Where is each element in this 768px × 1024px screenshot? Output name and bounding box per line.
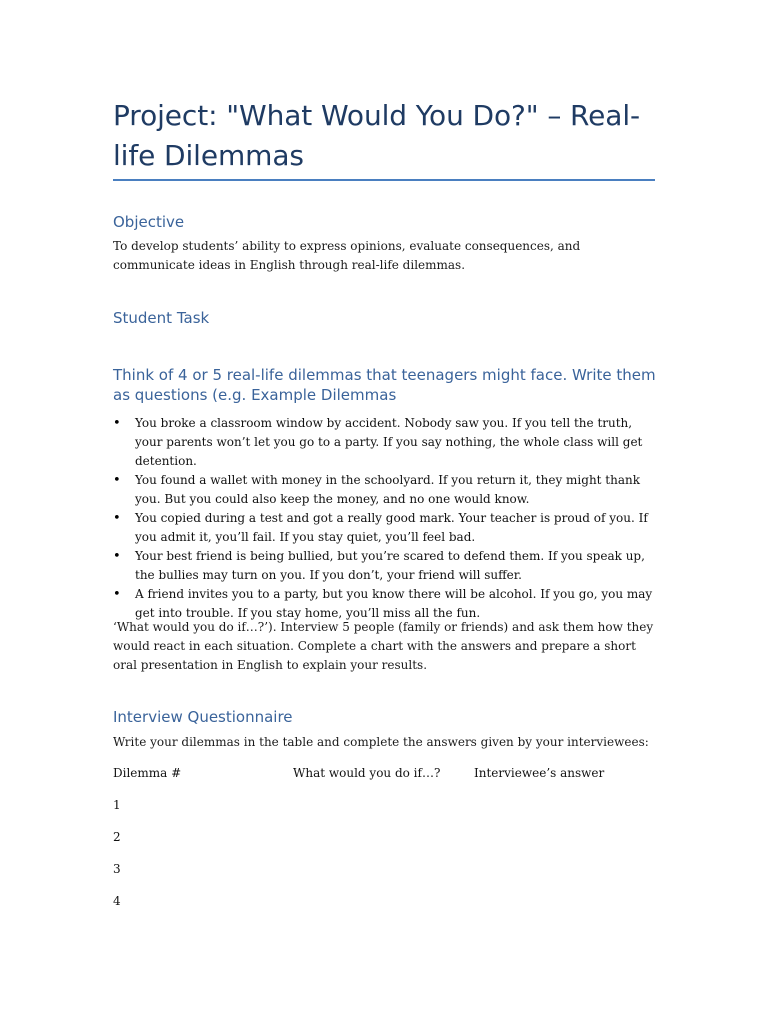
task-continuation-text: ‘What would you do if…?’). Interview 5 people (family or friends) and ask them how they would react in each situation. Complete a chart with the answers and prepare a short oral presentation in English to explain your results. <box>113 620 654 672</box>
dilemma-text: You copied during a test and got a really good mark. Your teacher is proud of you. If you admit it, you’ll fail. If you stay quiet, you’ll feel bad. <box>135 511 648 544</box>
list-item <box>113 547 658 585</box>
row-number: 4 <box>113 894 121 908</box>
bullet-icon: • <box>113 511 121 526</box>
dilemma-text: You broke a classroom window by accident. Nobody saw you. If you tell the truth, your parents won’t let you go to a party. If you say nothing, the whole class will get detention. <box>135 416 643 468</box>
dilemma-text: Your best friend is being bullied, but you’re scared to defend them. If you speak up, the bullies may turn on you. If you don’t, your friend will suffer. <box>135 549 645 582</box>
bullet-icon: • <box>113 473 121 488</box>
list-item <box>113 414 658 471</box>
dilemma-list <box>113 414 658 623</box>
bullet-icon: • <box>113 416 121 431</box>
objective-text: To develop students’ ability to express opinions, evaluate consequences, and communicate ideas in English through real-life dilemmas. <box>113 239 581 272</box>
row-number: 1 <box>113 798 121 812</box>
questionnaire-instructions: Write your dilemmas in the table and complete the answers given by your interviewees: <box>113 735 649 749</box>
row-number: 3 <box>113 862 121 876</box>
bullet-icon: • <box>113 549 121 564</box>
column-header-answer: Interviewee’s answer <box>474 766 605 780</box>
bullet-icon: • <box>113 587 121 602</box>
column-header-dilemma: Dilemma # <box>113 766 182 780</box>
title-underline <box>113 179 655 181</box>
objective-heading: Objective <box>113 213 185 231</box>
student-task-heading: Student Task <box>113 309 210 327</box>
student-task-subheading: Think of 4 or 5 real-life dilemmas that teenagers might face. Write them as questions (e.g. Example Dilemmas <box>113 366 656 404</box>
dilemma-text: A friend invites you to a party, but you know there will be alcohol. If you go, you may get into trouble. If you stay home, you’ll miss all the fun. <box>135 587 653 620</box>
list-item <box>113 471 658 509</box>
questionnaire-heading: Interview Questionnaire <box>113 708 293 726</box>
dilemma-text: You found a wallet with money in the schoolyard. If you return it, they might thank you. But you could also keep the money, and no one would know. <box>135 473 641 506</box>
row-number: 2 <box>113 830 121 844</box>
column-header-question: What would you do if…? <box>293 766 441 780</box>
list-item <box>113 509 658 547</box>
document-title: Project: "What Would You Do?" – Real-life Dilemmas <box>113 99 641 172</box>
